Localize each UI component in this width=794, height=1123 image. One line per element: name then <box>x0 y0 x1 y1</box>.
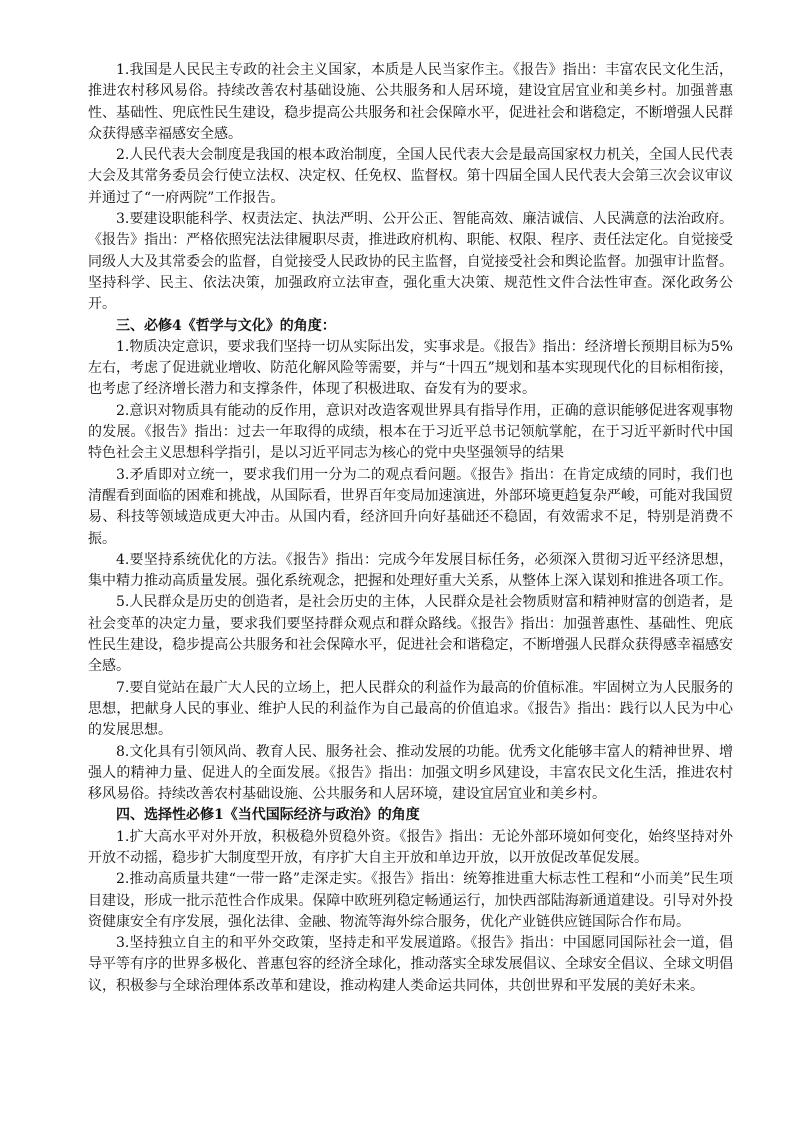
paragraph: 1.我国是人民民主专政的社会主义国家，本质是人民当家作主。《报告》指出：丰富农民文化生活，推进农村移风易俗。持续改善农村基础设施、公共服务和人居环境，建设宜居宜业和美乡村。加强普惠性、基础性、兜底性民生建设，稳步提高公共服务和社会保障水平，促进社会和谐稳定，不断增强人民群众获得感幸福感安全感。 <box>88 62 733 142</box>
paragraph: 2.意识对物质具有能动的反作用，意识对改造客观世界具有指导作用，正确的意识能够促进客观事物的发展。《报告》指出：过去一年取得的成绩，根本在于习近平总书记领航掌舵，在于习近平新时代中国特色社会主义思想科学指引，是以习近平同志为核心的党中央坚强领导的结果 <box>88 402 733 462</box>
paragraph: 2.人民代表大会制度是我国的根本政治制度，全国人民代表大会是最高国家权力机关，全国人民代表大会及其常务委员会行使立法权、决定权、任免权、监督权。第十四届全国人民代表大会第三次会议审议并通过了“一府两院”工作报告。 <box>88 147 733 206</box>
paragraph: 5.人民群众是历史的创造者，是社会历史的主体，人民群众是社会物质财富和精神财富的创造者，是社会变革的决定力量，要求我们要坚持群众观点和群众路线。《报告》指出：加强普惠性、基础性、兜底性民生建设，稳步提高公共服务和社会保障水平，促进社会和谐稳定，不断增强人民群众获得感幸福感安全感。 <box>88 594 733 675</box>
paragraph: 1.物质决定意识，要求我们坚持一切从实际出发，实事求是。《报告》指出：经济增长预期目标为5%左右，考虑了促进就业增收、防范化解风险等需要，并与“十四五”规划和基本实现现代化的目标相衔接，也考虑了经济增长潜力和支撑条件，体现了积极进取、奋发有为的要求。 <box>88 338 733 398</box>
paragraph: 4.要坚持系统优化的方法。《报告》指出：完成今年发展目标任务，必须深入贯彻习近平经济思想，集中精力推动高质量发展。强化系统观念，把握和处理好重大关系，从整体上深入谋划和推进各项工作。 <box>88 551 733 590</box>
paragraph: 8.文化具有引领风尚、教育人民、服务社会、推动发展的功能。优秀文化能够丰富人的精神世界、增强人的精神力量、促进人的全面发展。《报告》指出：加强文明乡风建设，丰富农民文化生活，推进农村移风易俗。持续改善农村基础设施、公共服务和人居环境，建设宜居宜业和美乡村。 <box>88 743 733 803</box>
paragraph: 2.推动高质量共建“一带一路”走深走实。《报告》指出：统筹推进重大标志性工程和“小而美”民生项目建设，形成一批示范性合作成果。保障中欧班列稳定畅通运行，加快西部陆海新通道建设。引导对外投资健康安全有序发展，强化法律、金融、物流等海外综合服务，优化产业链供应链国际合作布局。 <box>88 871 733 930</box>
paragraph: 7.要自觉站在最广大人民的立场上，把人民群众的利益作为最高的价值标准。牢固树立为人民服务的思想，把献身人民的事业、维护人民的利益作为自己最高的价值追求。《报告》指出：践行以人民为中心的发展思想。 <box>88 679 733 739</box>
paragraph: 3.要建设职能科学、权责法定、执法严明、公开公正、智能高效、廉洁诚信、人民满意的法治政府。《报告》指出：严格依照宪法法律履职尽责，推进政府机构、职能、权限、程序、责任法定化。自觉接受同级人大及其常委会的监督，自觉接受人民政协的民主监督，自觉接受社会和舆论监督。加强审计监督。坚持科学、民主、依法决策，加强政府立法审查，强化重大决策、规范性文件合法性审查。深化政务公开。 <box>88 211 733 313</box>
section-heading: 三、必修4《哲学与文化》的角度： <box>116 317 336 334</box>
section-heading: 四、选择性必修1《当代国际经济与政治》的角度 <box>116 807 420 824</box>
paragraph: 1.扩大高水平对外开放，积极稳外贸稳外资。《报告》指出：无论外部环境如何变化，始终坚持对外开放不动摇，稳步扩大制度型开放，有序扩大自主开放和单边开放，以开放促改革促发展。 <box>88 828 733 866</box>
paragraph: 3.矛盾即对立统一，要求我们用一分为二的观点看问题。《报告》指出：在肯定成绩的同时，我们也清醒看到面临的困难和挑战，从国际看，世界百年变局加速演进，外部环境更趋复杂严峻，可能对我国贸易、科技等领域造成更大冲击。从国内看，经济回升向好基础还不稳固，有效需求不足，特别是消费不振。 <box>88 466 733 547</box>
document-body <box>88 60 733 997</box>
paragraph: 3.坚持独立自主的和平外交政策，坚持走和平发展道路。《报告》指出：中国愿同国际社会一道，倡导平等有序的世界多极化、普惠包容的经济全球化，推动落实全球发展倡议、全球安全倡议、全球文明倡议，积极参与全球治理体系改革和建设，推动构建人类命运共同体，共创世界和平发展的美好未来。 <box>88 935 733 994</box>
